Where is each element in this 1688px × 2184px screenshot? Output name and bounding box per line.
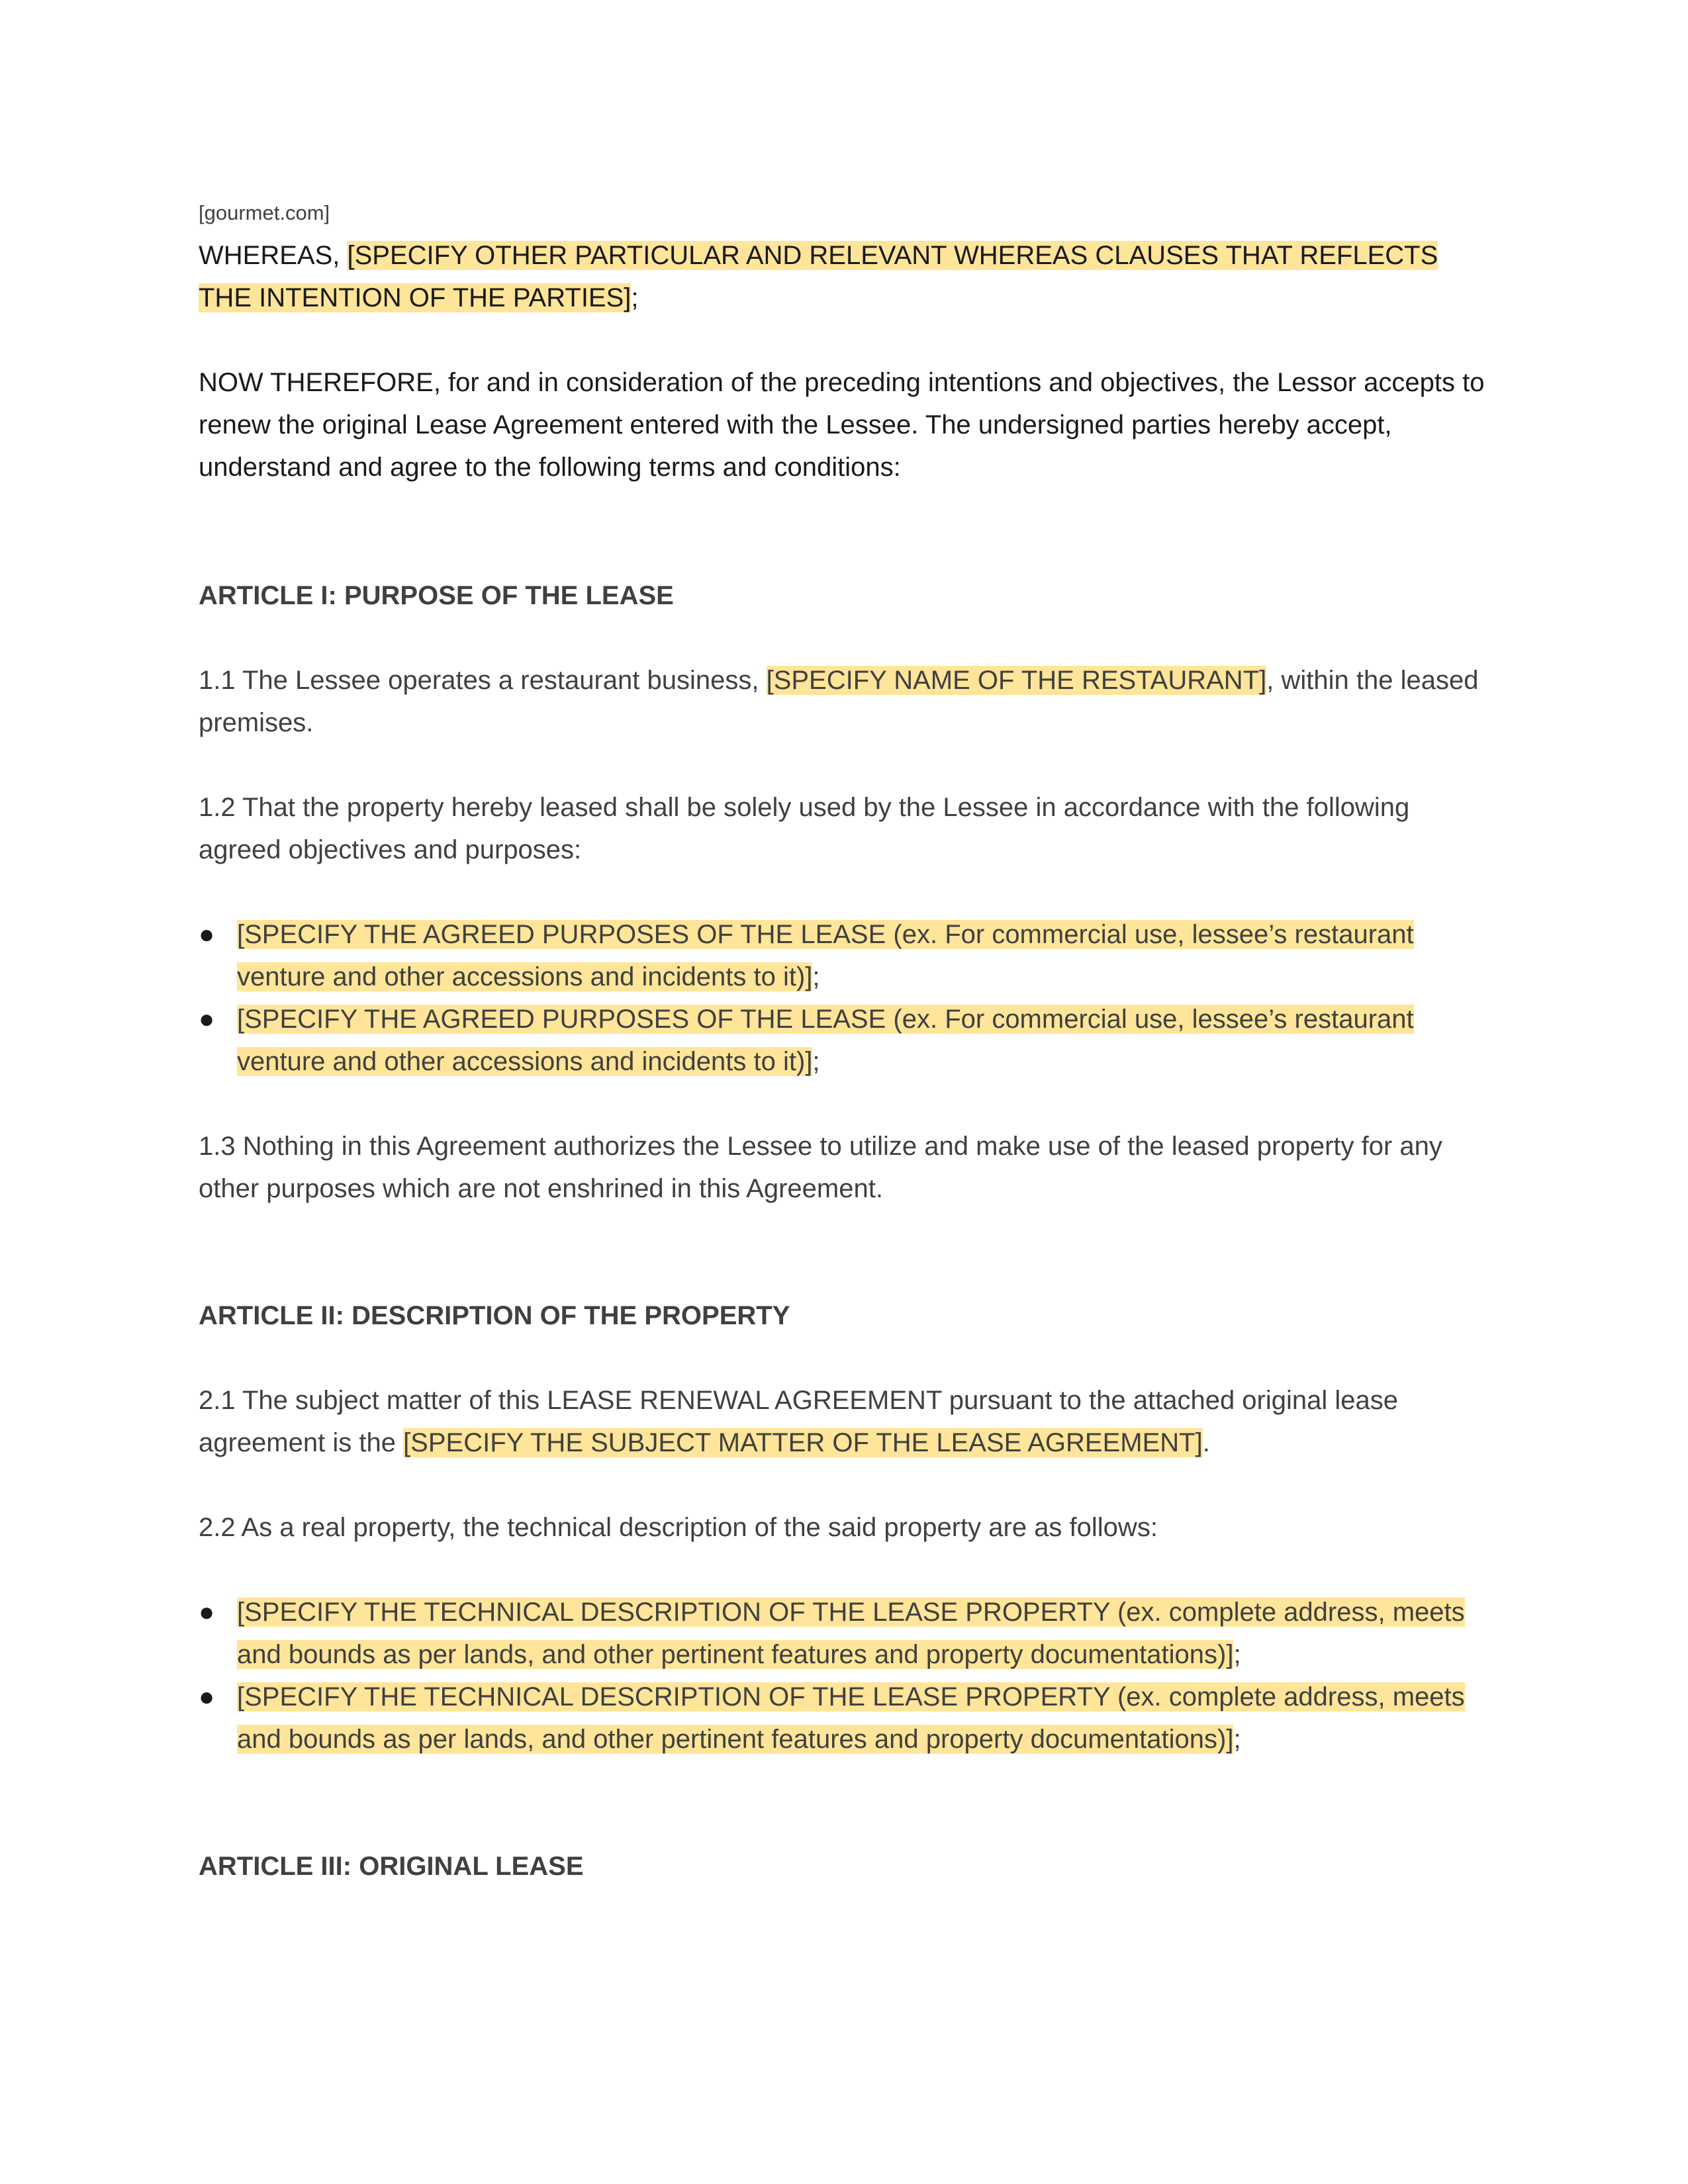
list-item [199,1591,1489,1676]
article-2-paragraph-2: 2.2 As a real property, the technical description of the said property are as follows: [199,1513,1158,1542]
article-2-paragraph-1 [199,1379,1489,1464]
list-item-tail: ; [812,1047,820,1076]
article-2-p1-lead: 2.1 The subject matter of this LEASE RENEWAL AGREEMENT pursuant to the attached original lease agreement is the [199,1386,1399,1457]
article-1-heading: ARTICLE I: PURPOSE OF THE LEASE [199,581,674,610]
subject-matter-placeholder: [SPECIFY THE SUBJECT MATTER OF THE LEASE AGREEMENT] [403,1428,1203,1457]
technical-description-placeholder: [SPECIFY THE TECHNICAL DESCRIPTION OF THE LEASE PROPERTY (ex. complete address, meets and bounds as per lands, and other pertinent features and property documentations)] [237,1598,1465,1669]
article-1-p1-lead: 1.1 The Lessee operates a restaurant business, [199,666,767,695]
restaurant-name-placeholder: [SPECIFY NAME OF THE RESTAURANT] [766,666,1267,695]
article-1-paragraph-3: 1.3 Nothing in this Agreement authorizes the Lessee to utilize and make use of the leased property for any other purposes which are not enshrined in this Agreement. [199,1132,1442,1203]
list-item [199,998,1489,1083]
bullet-icon: ● [199,920,215,949]
purpose-placeholder: [SPECIFY THE AGREED PURPOSES OF THE LEASE (ex. For commercial use, lessee’s restaurant venture and other accessions and incidents to it)] [237,1005,1414,1076]
article-2-description-list [199,1591,1489,1760]
article-1-paragraph-2: 1.2 That the property hereby leased shall be solely used by the Lessee in accordance with the following agreed objectives and purposes: [199,793,1410,864]
list-item-tail: ; [1233,1725,1241,1754]
list-item-tail: ; [812,962,820,991]
list-item-tail: ; [1233,1640,1241,1669]
bullet-icon: ● [199,1598,215,1627]
technical-description-placeholder: [SPECIFY THE TECHNICAL DESCRIPTION OF THE LEASE PROPERTY (ex. complete address, meets and bounds as per lands, and other pertinent features and property documentations)] [237,1682,1465,1754]
document-body [199,199,1489,1888]
purpose-placeholder: [SPECIFY THE AGREED PURPOSES OF THE LEASE (ex. For commercial use, lessee’s restaurant venture and other accessions and incidents to it)] [237,920,1414,991]
article-1-purpose-list [199,913,1489,1083]
list-item [199,1676,1489,1760]
article-2-heading: ARTICLE II: DESCRIPTION OF THE PROPERTY [199,1301,790,1330]
article-1-p1-tail: , within the leased premises. [199,666,1479,737]
now-therefore-clause: NOW THEREFORE, for and in consideration of the preceding intentions and objectives, the Lessor accepts to renew the original Lease Agreement entered with the Lessee. The undersigned parties hereby accept, understand and agree to the following terms and conditions: [199,368,1485,482]
article-3-heading: ARTICLE III: ORIGINAL LEASE [199,1852,584,1881]
list-item [199,913,1489,998]
article-2-p1-tail: . [1202,1428,1210,1457]
whereas-tail: ; [631,283,639,312]
bullet-icon: ● [199,1682,215,1711]
whereas-lead: WHEREAS, [199,241,348,270]
bullet-icon: ● [199,1005,215,1034]
article-1-paragraph-1 [199,659,1489,744]
source-label: [gourmet.com] [199,201,330,224]
whereas-placeholder: [SPECIFY OTHER PARTICULAR AND RELEVANT WHEREAS CLAUSES THAT REFLECTS THE INTENTION OF THE PARTIES] [199,241,1438,312]
whereas-clause [199,234,1489,319]
